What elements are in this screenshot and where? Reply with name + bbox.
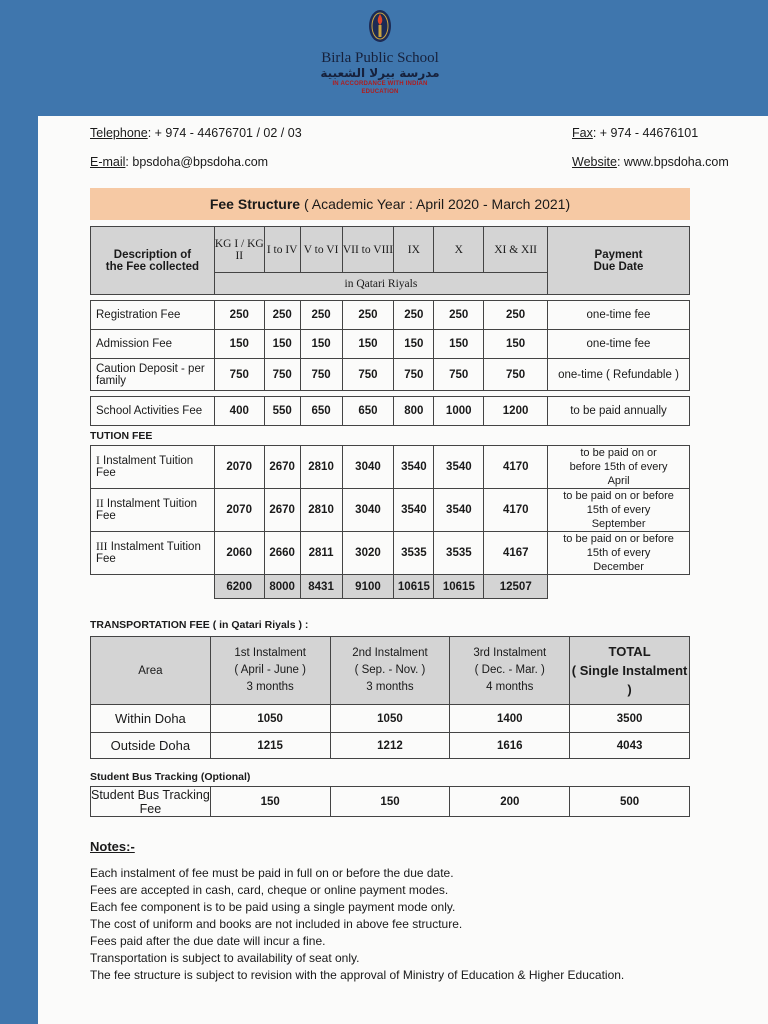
instalment-header: [450, 637, 570, 705]
fee-cell: 750: [342, 359, 394, 391]
fee-cell: 250: [264, 301, 300, 330]
area-cell: Within Doha: [91, 705, 211, 733]
instalment-header: [330, 637, 450, 705]
fee-cell: 3040: [342, 446, 394, 489]
grade-header: V to VI: [300, 227, 342, 273]
fee-cell: 2810: [300, 446, 342, 489]
transport-label: TRANSPORTATION FEE ( in Qatari Riyals ) :: [90, 619, 309, 631]
fee-cell: 3540: [434, 489, 484, 532]
fee-cell: 2811: [300, 532, 342, 575]
fee-cell: 250: [300, 301, 342, 330]
fee-cell: 800: [394, 397, 434, 426]
fee-cell: 1200: [484, 397, 548, 426]
grade-header: XI & XII: [484, 227, 548, 273]
instalment-header-l2: ( April - June ): [234, 664, 306, 676]
due-cell: to be paid on or before 15th of every April: [548, 446, 690, 489]
instalment-header-l1: 1st Instalment: [234, 647, 306, 659]
fee-cell: 150: [214, 330, 264, 359]
fee-cell: 2660: [264, 532, 300, 575]
total-cell: 500: [570, 787, 690, 817]
table-row: [91, 301, 690, 330]
fee-cell: 250: [214, 301, 264, 330]
fee-cell: 750: [300, 359, 342, 391]
fee-cell: 750: [484, 359, 548, 391]
note-item: Fees are accepted in cash, card, cheque or online payment modes.: [90, 883, 449, 897]
total-cell: 3500: [570, 705, 690, 733]
table-row: [91, 532, 690, 575]
table-row: [91, 787, 690, 817]
total-cell: 12507: [484, 575, 548, 599]
school-tagline: IN ACCORDANCE WITH INDIAN EDUCATION: [332, 81, 428, 95]
email-line: [90, 155, 268, 169]
fee-cell: 1000: [434, 397, 484, 426]
note-item: Each instalment of fee must be paid in full on or before the due date.: [90, 866, 454, 880]
instalment-roman: III: [96, 541, 108, 553]
email-value: : bpsdoha@bpsdoha.com: [125, 155, 269, 169]
fee-cell: 1050: [330, 705, 450, 733]
telephone-line: [90, 126, 302, 140]
email-label: E-mail: [90, 155, 126, 169]
fee-cell: 3535: [434, 532, 484, 575]
table-row: [91, 489, 690, 532]
instalment-header-l2: ( Sep. - Nov. ): [354, 664, 426, 676]
fee-cell: 150: [342, 330, 394, 359]
fee-cell: 400: [214, 397, 264, 426]
fax-value: : + 974 - 44676101: [592, 126, 699, 140]
telephone-value: : + 974 - 44676701 / 02 / 03: [147, 126, 302, 140]
tuition-desc: [91, 532, 215, 575]
fee-cell: 2670: [264, 446, 300, 489]
fee-cell: 4170: [484, 446, 548, 489]
notes-heading: Notes:-: [90, 839, 135, 854]
area-header: Area: [91, 637, 211, 705]
currency-note: in Qatari Riyals: [214, 273, 547, 295]
note-item: The fee structure is subject to revision with the approval of Ministry of Education & Higher Education.: [90, 968, 625, 982]
instalment-header-l3: 4 months: [486, 681, 534, 693]
total-header-l1: TOTAL: [608, 644, 651, 659]
fee-cell: 650: [342, 397, 394, 426]
fee-cell: 3540: [434, 446, 484, 489]
table-row: [91, 733, 690, 759]
tuition-desc: [91, 446, 215, 489]
school-name-arabic: مدرسة بيرلا الشعبية: [320, 66, 440, 80]
total-cell: 9100: [342, 575, 394, 599]
fax-label: Fax: [572, 126, 593, 140]
instalment-label: Instalment Tuition Fee: [96, 541, 201, 565]
website-value: : www.bpsdoha.com: [616, 155, 729, 169]
fee-cell: 1616: [450, 733, 570, 759]
fee-cell: 200: [450, 787, 570, 817]
instalment-label: Instalment Tuition Fee: [96, 455, 194, 479]
fee-cell: 250: [394, 301, 434, 330]
note-item: Each fee component is to be paid using a single payment mode only.: [90, 900, 456, 914]
area-cell: Outside Doha: [91, 733, 211, 759]
fee-cell: 3535: [394, 532, 434, 575]
grade-header: X: [434, 227, 484, 273]
fee-cell: 3540: [394, 489, 434, 532]
fee-cell: 2070: [214, 489, 264, 532]
notes-section: [90, 838, 710, 984]
note-item: Fees paid after the due date will incur a fine.: [90, 934, 326, 948]
school-name: Birla Public School: [321, 50, 439, 66]
fee-cell: 250: [434, 301, 484, 330]
grade-header: KG I / KG II: [214, 227, 264, 273]
transport-table: [90, 636, 690, 759]
tuition-desc: [91, 489, 215, 532]
fax-line: [572, 126, 698, 140]
fee-cell: 150: [300, 330, 342, 359]
website-label: Website: [572, 155, 617, 169]
fee-cell: 4167: [484, 532, 548, 575]
title-bold: Fee Structure: [209, 196, 301, 212]
desc-header: Description of the Fee collected: [91, 227, 215, 295]
fee-cell: 1050: [210, 705, 330, 733]
fee-cell: 650: [300, 397, 342, 426]
fee-cell: 750: [264, 359, 300, 391]
note-item: Transportation is subject to availability of seat only.: [90, 951, 360, 965]
due-cell: one-time ( Refundable ): [548, 359, 690, 391]
fee-cell: 150: [484, 330, 548, 359]
website-line: [572, 155, 729, 169]
due-cell: one-time fee: [548, 330, 690, 359]
bus-tracking-table: [90, 786, 690, 817]
table-row: [91, 330, 690, 359]
left-blue-band: [0, 0, 38, 1024]
fee-cell: 150: [210, 787, 330, 817]
fee-cell: 2810: [300, 489, 342, 532]
due-header: Payment Due Date: [548, 227, 690, 295]
fee-cell: 2070: [214, 446, 264, 489]
instalment-header-l3: 3 months: [366, 681, 414, 693]
table-row: [91, 705, 690, 733]
fee-desc: Registration Fee: [91, 301, 215, 330]
table-row: [91, 397, 690, 426]
total-header: [570, 637, 690, 705]
fee-desc: School Activities Fee: [91, 397, 215, 426]
instalment-header-l3: 3 months: [246, 681, 294, 693]
instalment-label: Instalment Tuition Fee: [96, 498, 198, 522]
instalment-roman: I: [96, 455, 100, 467]
tuition-table: [90, 445, 690, 599]
table-row: [91, 359, 690, 391]
fee-cell: 250: [342, 301, 394, 330]
area-cell: Student Bus Tracking Fee: [91, 787, 210, 816]
note-item: The cost of uniform and books are not included in above fee structure.: [90, 917, 463, 931]
totals-row: [91, 575, 690, 599]
grade-header: VII to VIII: [342, 227, 394, 273]
fee-cell: 550: [264, 397, 300, 426]
total-cell: 6200: [214, 575, 264, 599]
total-cell: 4043: [570, 733, 690, 759]
table-row: [91, 446, 690, 489]
title-rest: ( Academic Year : April 2020 - March 2021): [300, 196, 571, 212]
due-cell: to be paid annually: [548, 397, 690, 426]
due-cell: to be paid on or before 15th of every September: [548, 489, 690, 532]
fee-cell: 1212: [330, 733, 450, 759]
fee-structure-title: [90, 188, 690, 220]
total-cell: 10615: [394, 575, 434, 599]
fee-cell: 1400: [450, 705, 570, 733]
instalment-header-l1: 2nd Instalment: [352, 647, 428, 659]
fee-cell: 750: [214, 359, 264, 391]
fee-cell: 1215: [210, 733, 330, 759]
fee-desc: Admission Fee: [91, 330, 215, 359]
fee-cell: 150: [264, 330, 300, 359]
fee-cell: 3540: [394, 446, 434, 489]
instalment-header-l1: 3rd Instalment: [473, 647, 547, 659]
tuition-label: TUTION FEE: [90, 430, 153, 442]
fee-cell: 3020: [342, 532, 394, 575]
fee-cell: 2060: [214, 532, 264, 575]
bus-tracking-label: Student Bus Tracking (Optional): [90, 771, 251, 783]
fee-cell: 150: [330, 787, 450, 817]
due-cell: to be paid on or before 15th of every December: [548, 532, 690, 575]
fee-cell: 3040: [342, 489, 394, 532]
fee-cell: 2670: [264, 489, 300, 532]
grade-header: IX: [394, 227, 434, 273]
total-cell: 8000: [264, 575, 300, 599]
fee-table: [90, 226, 690, 426]
telephone-label: Telephone: [90, 126, 148, 140]
fee-cell: 750: [434, 359, 484, 391]
total-cell: 10615: [434, 575, 484, 599]
total-cell: 8431: [300, 575, 342, 599]
instalment-roman: II: [96, 498, 104, 510]
fee-cell: 750: [394, 359, 434, 391]
school-logo: [320, 8, 440, 96]
instalment-header-l2: ( Dec. - Mar. ): [474, 664, 545, 676]
fee-cell: 150: [434, 330, 484, 359]
fee-desc: Caution Deposit - per family: [91, 359, 215, 391]
fee-cell: 250: [484, 301, 548, 330]
instalment-header: [210, 637, 330, 705]
torch-emblem-icon: [367, 8, 393, 48]
fee-cell: 4170: [484, 489, 548, 532]
due-cell: one-time fee: [548, 301, 690, 330]
fee-cell: 150: [394, 330, 434, 359]
total-header-l2: ( Single Instalment ): [571, 663, 688, 697]
grade-header: I to IV: [264, 227, 300, 273]
